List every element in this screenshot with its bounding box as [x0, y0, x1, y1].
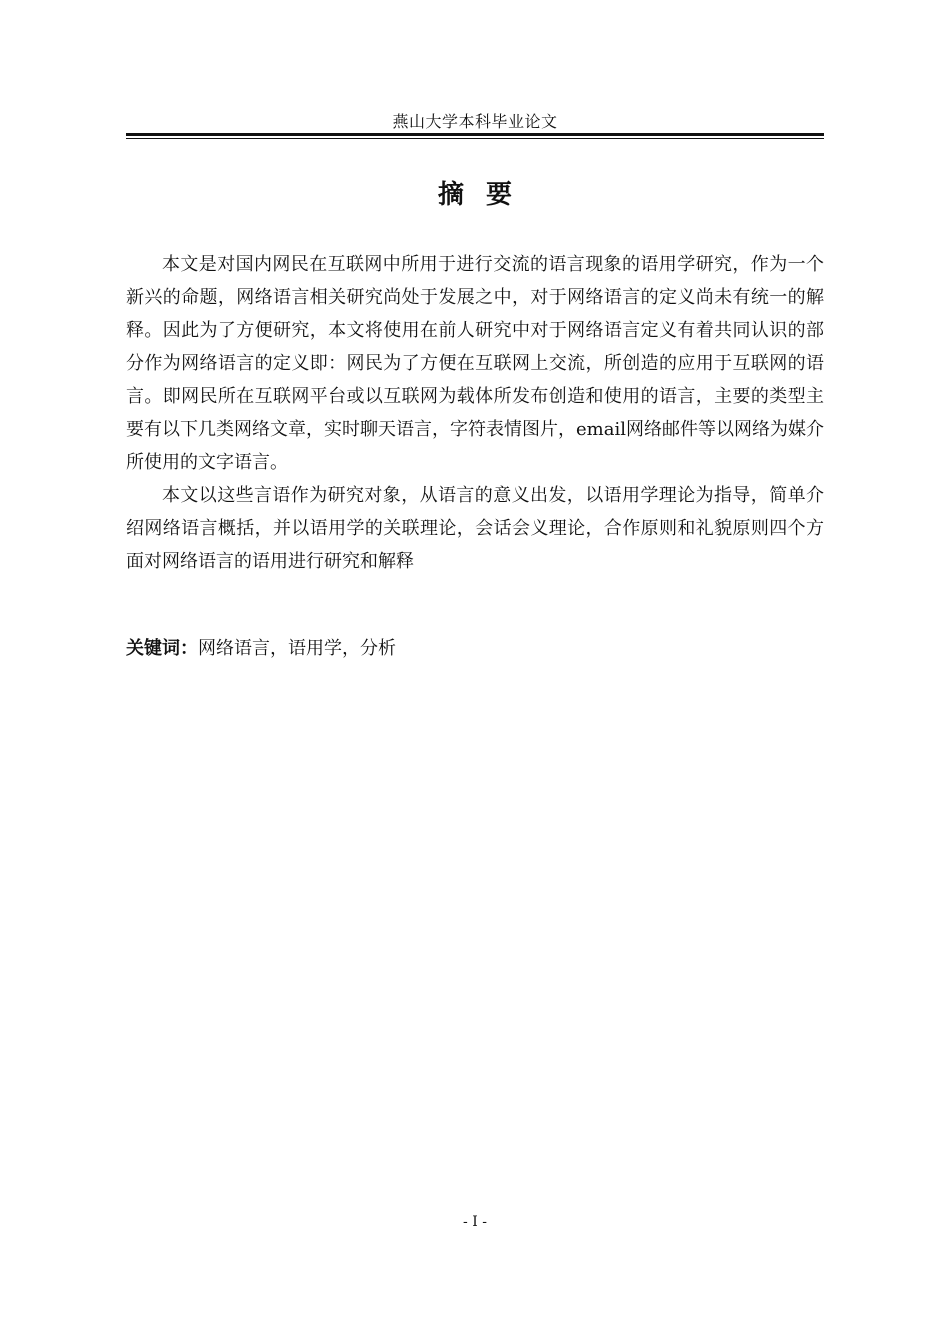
header-rule-thin — [126, 138, 824, 139]
abstract-title: 摘要 — [437, 180, 534, 210]
abstract-body — [126, 248, 824, 578]
keywords-label: 关键词： — [126, 638, 198, 659]
running-header: 燕山大学本科毕业论文 — [392, 112, 558, 131]
page-number: - I - — [463, 1214, 487, 1230]
header-rule-thick — [126, 133, 824, 136]
keywords-line — [126, 632, 824, 665]
keywords-value: 网络语言，语用学，分析 — [198, 638, 396, 659]
abstract-paragraph: 本文是对国内网民在互联网中所用于进行交流的语言现象的语用学研究，作为一个新兴的命题，网络语言相关研究尚处于发展之中，对于网络语言的定义尚未有统一的解释。因此为了方便研究，本文将使用在前人研究中对于网络语言定义有着共同认识的部分作为网络语言的定义即：网民为了方便在互联网上交流，所创造的应用于互联网的语言。即网民所在互联网平台或以互联网为载体所发布创造和使用的语言，主要的类型主要有以下几类网络文章，实时聊天语言，字符表情图片，email网络邮件等以网络为媒介所使用的文字语言。 — [126, 254, 824, 473]
abstract-paragraph: 本文以这些言语作为研究对象，从语言的意义出发，以语用学理论为指导，简单介绍网络语言概括，并以语用学的关联理论，会话会义理论，合作原则和礼貌原则四个方面对网络语言的语用进行研究和解释 — [126, 485, 824, 572]
